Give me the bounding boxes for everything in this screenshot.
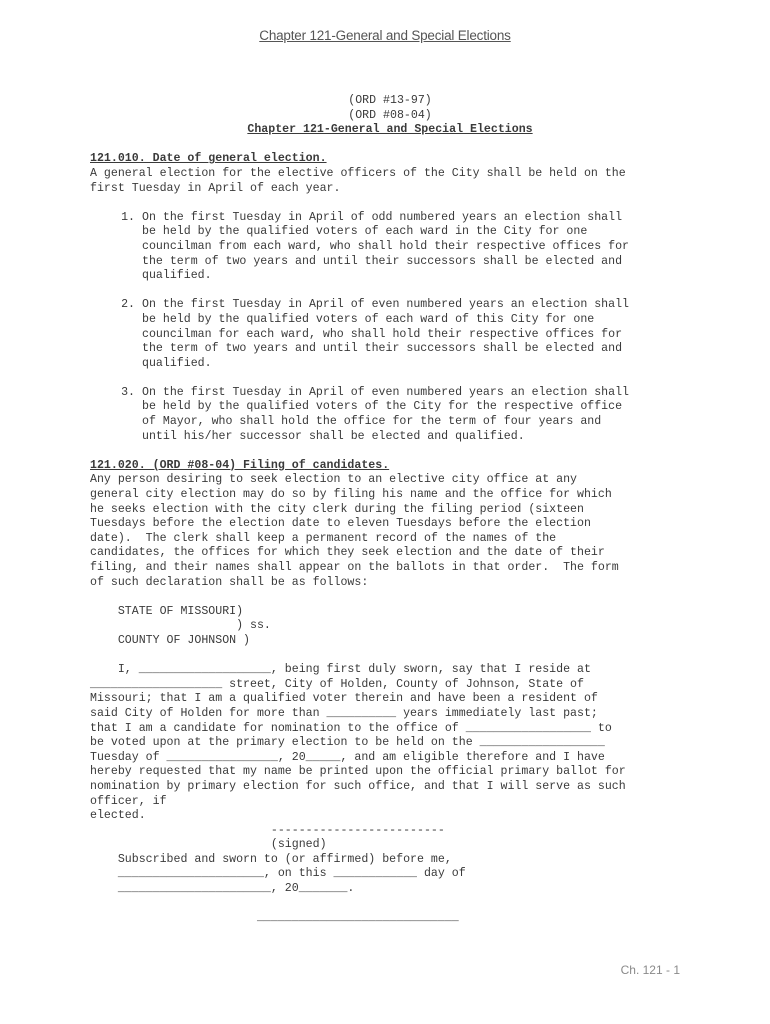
section-text-line: Any person desiring to seek election to an elective city office at any <box>90 473 578 487</box>
list-text-line: On the first Tuesday in April of even numbered years an election shall <box>142 298 630 312</box>
list-number: 1. <box>121 210 135 224</box>
declaration-line: Tuesday of ________________, 20_____, and am eligible therefore and I have <box>90 750 605 764</box>
list-number: 2. <box>121 298 135 312</box>
section-text-line: Tuesdays before the election date to eleven Tuesdays before the election <box>90 517 591 531</box>
section-text-line: general city election may do so by filing his name and the office for which <box>90 488 612 502</box>
list-text-line: be held by the qualified voters of each ward of this City for one <box>142 312 595 326</box>
notary-line: ______________________, 20_______. <box>90 882 355 896</box>
venue-line: ) ss. <box>90 619 271 633</box>
list-text-line: On the first Tuesday in April of even numbered years an election shall <box>142 385 630 399</box>
section-heading: 121.020. (ORD #08-04) Filing of candidates. <box>90 458 390 472</box>
list-text-line: qualified. <box>142 356 212 370</box>
declaration-line: officer, if <box>90 794 167 808</box>
list-text-line: councilman from each ward, who shall hold their respective offices for <box>142 239 630 253</box>
section-text-line: first Tuesday in April of each year. <box>90 181 341 195</box>
section-text-line: filing, and their names shall appear on the ballots in that order. The form <box>90 561 619 574</box>
declaration-line: I, ___________________, being first duly sworn, say that I reside at <box>90 663 591 677</box>
notary-line: _____________________, on this ____________ day of <box>90 867 466 881</box>
page-number: Ch. 121 - 1 <box>620 963 680 977</box>
list-text-line: On the first Tuesday in April of odd numbered years an election shall <box>142 210 623 224</box>
list-text-line: of Mayor, who shall hold the office for the term of four years and <box>142 415 602 429</box>
list-text-line: be held by the qualified voters of the City for the respective office <box>142 400 623 414</box>
bottom-rule: _____________________________ <box>90 911 459 925</box>
declaration-line: ___________________ street, City of Holden, County of Johnson, State of <box>90 677 584 691</box>
declaration-line: hereby requested that my name be printed upon the official primary ballot for <box>90 765 626 779</box>
list-text-line: councilman for each ward, who shall hold their respective offices for <box>142 327 623 341</box>
signature-line: ------------------------- <box>90 823 445 837</box>
list-item <box>90 298 690 371</box>
list-text-line: be held by the qualified voters of each ward in the City for one <box>142 225 588 239</box>
section-text-line: candidates, the offices for which they seek election and the date of their <box>90 546 605 560</box>
section-text-line: A general election for the elective officers of the City shall be held on the <box>90 166 626 180</box>
document-body <box>90 94 690 926</box>
declaration-line: Missouri; that I am a qualified voter therein and have been a resident of <box>90 692 598 706</box>
declaration-line: said City of Holden for more than __________ years immediately last past; <box>90 706 598 720</box>
ordinance-ref: (ORD #13-97) <box>348 94 432 107</box>
section-heading: 121.010. Date of general election. <box>90 152 327 166</box>
venue-line: STATE OF MISSOURI) <box>90 604 244 618</box>
venue-line: COUNTY OF JOHNSON ) <box>90 633 251 647</box>
declaration-line: be voted upon at the primary election to be held on the __________________ <box>90 736 605 750</box>
list-text-line: the term of two years and until their successors shall be elected and <box>142 254 623 268</box>
section-text-line: he seeks election with the city clerk during the filing period (sixteen <box>90 502 584 516</box>
running-header: Chapter 121-General and Special Elections <box>259 28 511 43</box>
declaration-line: nomination by primary election for such office, and that I will serve as such <box>90 779 626 793</box>
chapter-title: Chapter 121-General and Special Elections <box>247 123 533 137</box>
declaration-line: that I am a candidate for nomination to the office of __________________ to <box>90 721 612 735</box>
signature-caption: (signed) <box>90 838 327 852</box>
list-item <box>90 386 690 444</box>
notary-line: Subscribed and sworn to (or affirmed) before me, <box>90 852 452 866</box>
section-text-line: of such declaration shall be as follows: <box>90 575 369 589</box>
list-text-line: the term of two years and until their successors shall be elected and <box>142 342 623 356</box>
declaration-line: elected. <box>90 809 146 823</box>
list-text-line: qualified. <box>142 269 212 283</box>
list-number: 3. <box>121 385 135 399</box>
ordinance-ref: (ORD #08-04) <box>348 108 432 122</box>
list-text-line: until his/her successor shall be elected and qualified. <box>142 429 525 443</box>
list-item <box>90 211 690 284</box>
section-text-line: date). The clerk shall keep a permanent record of the names of the <box>90 531 557 545</box>
